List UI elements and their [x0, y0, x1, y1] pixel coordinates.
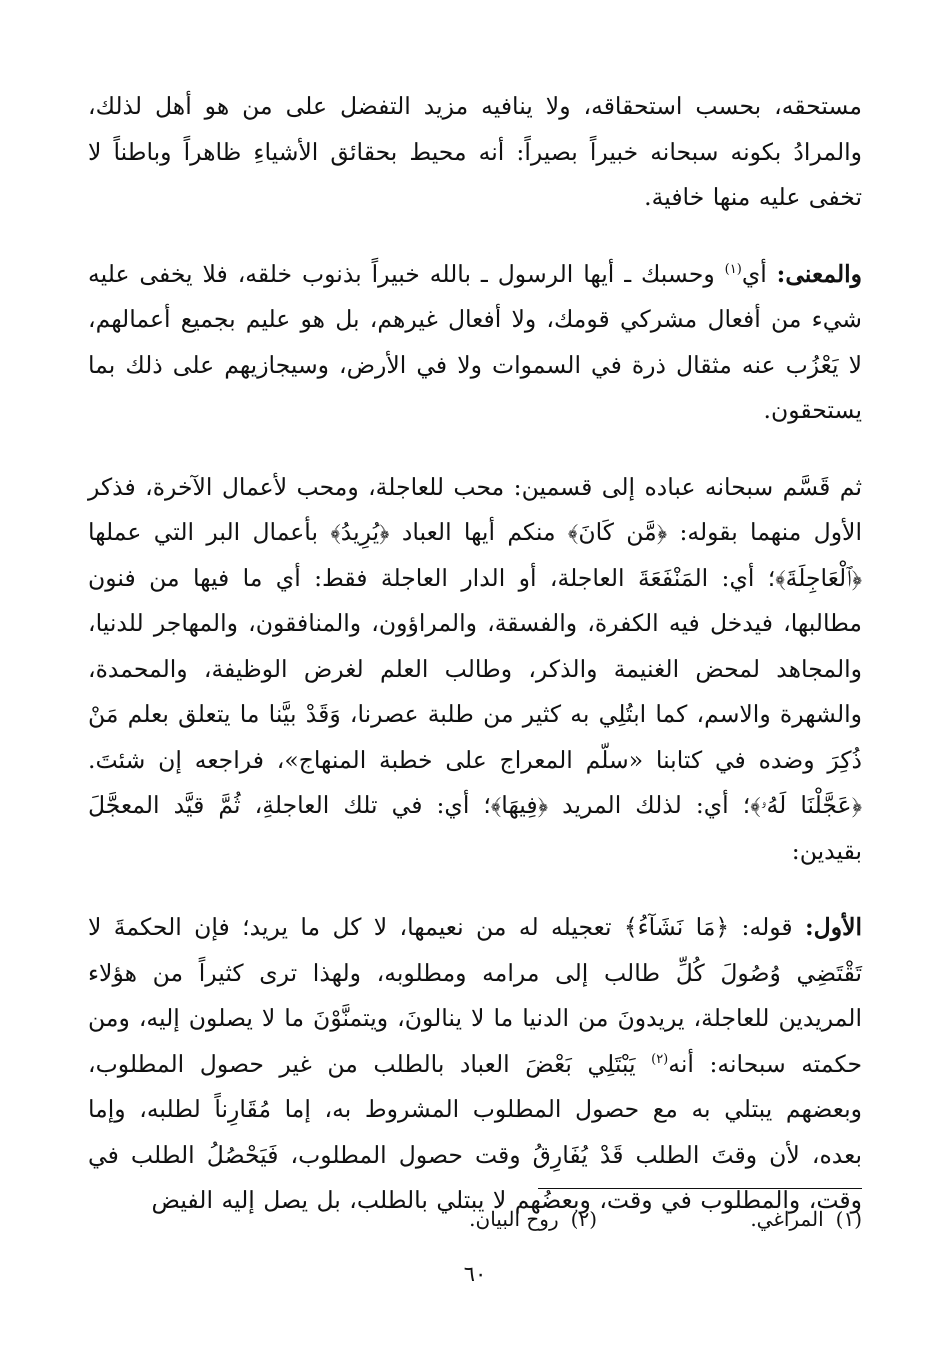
paragraph-2 — [88, 252, 862, 434]
footnote-marker: (٢) — [651, 1051, 669, 1067]
paragraph-4 — [88, 905, 862, 1224]
paragraph-1 — [88, 84, 862, 221]
paragraph-text: وحسبك ـ أيها الرسول ـ بالله خبيراً بذنوب خلقه، فلا يخفى عليه شيء من أفعال مشركي قومك، ولا أفعال غيرهم، بل هو عليم بجميع أعمالهم، لا يَعْزُب عنه مثقال ذرة في السموات ولا في الأرض، وسيجازيهم على ذلك بما يستحقون. — [88, 259, 862, 424]
paragraph-text: ثم قَسَّم سبحانه عباده إلى قسمين: محب للعاجلة، ومحب لأعمال الآخرة، فذكر الأول منهما بقوله: ﴿مَّن كَانَ﴾ منكم أيها العباد ﴿يُرِيدُ﴾ بأعمال البر التي عملها ﴿ٱلْعَاجِلَةَ﴾؛ أي: المَنْفَعَةَ العاجلة، أو الدار العاجلة فقط: أي ما فيها من فنون مطالبها، فيدخل فيه الكفرة، والفسقة، والمراؤون، والمنافقون، والمهاجر للدنيا، والمجاهد لمحض الغنيمة والذكر، وطالب العلم لغرض الوظيفة، والمحمدة، والشهرة والاسم، كما ابتُلِي به كثير من طلبة عصرنا، وَقَدْ بيَّنا ما يتعلق بعلم مَنْ ذُكِرَ وضده في كتابنا «سلّم المعراج على خطبة المنهاج»، فراجعه إن شئتَ. ﴿عَجَّلْنَا لَهُۥ﴾؛ أي: لذلك المريد ﴿فِيهَا﴾؛ أي: في تلك العاجلةِ، ثُمَّ قيَّد المعجَّلَ بقيدين: — [88, 472, 862, 865]
paragraph-lead: الأول: — [804, 913, 862, 941]
paragraph-lead: والمعنى: — [776, 259, 862, 288]
footnote-2 — [332, 1204, 597, 1234]
footnote-marker: (١) — [724, 261, 742, 277]
footnotes — [88, 1204, 862, 1234]
footnote-divider — [538, 1188, 862, 1189]
footnote-text: المراغي. — [750, 1207, 824, 1231]
footnote-text: روح البيان. — [469, 1207, 559, 1231]
page-number: ٦٠ — [463, 1262, 487, 1286]
paragraph-text: قوله: ﴿مَا نَشَآءُ﴾ تعجيله له من نعيمها، لا كل ما يريد؛ فإن الحكمةَ لا تَقْتَضِي وُصُولَ كُلِّ طالب إلى مرامه ومطلوبه، ولهذا ترى كثيراً من هؤلاء المريدين للعاجلة، يريدونَ من الدنيا ما لا ينالونَ، ويتمنَّوْنَ ما لا يصلون إليه، ومن حكمته سبحانه: أنه — [88, 913, 862, 1078]
paragraph-text: مستحقه، بحسب استحقاقه، ولا ينافيه مزيد التفضل على من هو أهل لذلك، والمرادُ بكونه سبحانه خبيراً بصيراً: أنه محيط بحقائق الأشياءِ ظاهراً وباطناً لا تخفى عليه منها خافية. — [88, 92, 862, 211]
footnote-number: (٢) — [570, 1207, 597, 1231]
paragraph-3 — [88, 465, 862, 875]
footnote-number: (١) — [835, 1207, 862, 1231]
footnote-1 — [597, 1204, 862, 1234]
paragraph-text: أي — [741, 259, 777, 288]
paragraph-text: يَبْتَلِي بَعْضَ العباد بالطلب من غير حصول المطلوب، وبعضهم يبتلي به مع حصول المطلوب المشروط به، إما مُقَارِناً لطلبه، وإما بعده، لأن وقتَ الطلب قَدْ يُفَارِقُ وقت حصول المطلوب، فَيَحْصُلُ الطلب في وقت، والمطلوب في وقت، وبعضُهم لا يبتلي بالطلب، بل يصل إليه الفيض — [88, 1049, 862, 1214]
page-body — [88, 84, 862, 1224]
